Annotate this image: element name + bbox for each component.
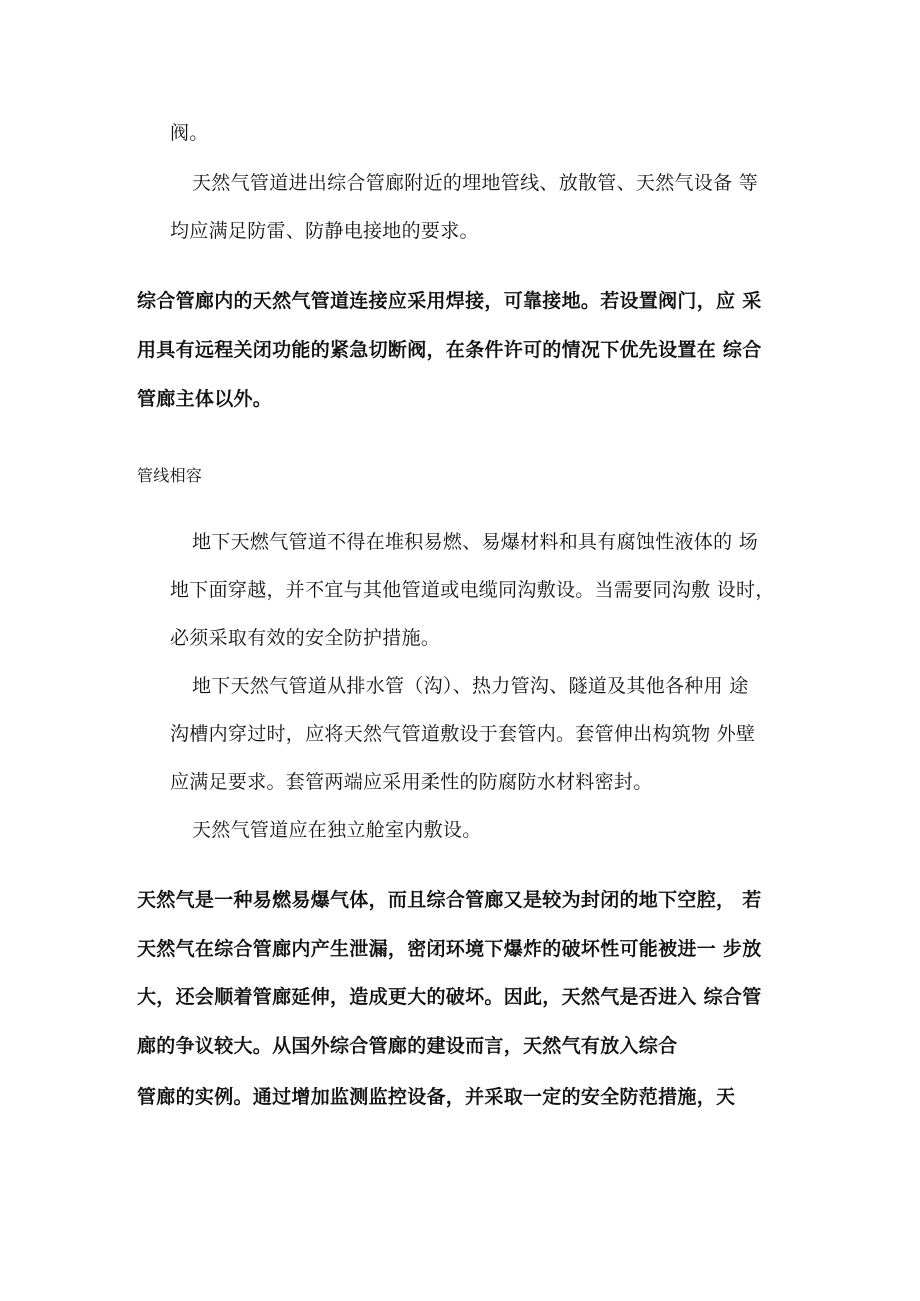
text-line: 地下面穿越，并不宜与其他管道或电缆同沟敷设。当需要同沟敷 设时， <box>170 579 775 601</box>
bold-text-line: 廊的争议较大。从国外综合管廊的建设而言，天然气有放入综合 <box>137 1035 678 1057</box>
text-line: 天然气管道进出综合管廊附近的埋地管线、放散管、天然气设备 等 <box>192 172 759 194</box>
bold-text-line: 管廊主体以外。 <box>137 388 273 410</box>
text-line: 沟槽内穿过时，应将天然气管道敷设于套管内。套管伸出构筑物 外壁 <box>170 723 756 745</box>
bold-text-line: 用具有远程关闭功能的紧急切断阀，在条件许可的情况下优先设置在 综合 <box>137 339 762 361</box>
text-line: 地下天燃气管道不得在堆积易燃、易爆材料和具有腐蚀性液体的 场 <box>192 531 759 553</box>
bold-text-line: 综合管廊内的天然气管道连接应采用焊接，可靠接地。若设置阀门，应 采 <box>137 290 762 312</box>
bold-text-line: 天然气是一种易燃易爆气体，而且综合管廊又是较为封闭的地下空腔， 若 <box>137 889 762 911</box>
text-line: 天然气管道应在独立舱室内敷设。 <box>192 819 482 841</box>
bold-text-line: 大，还会顺着管廊延伸，造成更大的破坏。因此，天然气是否进入 综合管 <box>137 986 762 1008</box>
text-line: 均应满足防雷、防静电接地的要求。 <box>170 220 479 242</box>
bold-text-line: 管廊的实例。通过增加监测监控设备，并采取一定的安全防范措施，天 <box>137 1086 736 1108</box>
section-heading: 管线相容 <box>137 466 203 485</box>
bold-text-line: 天然气在综合管廊内产生泄漏，密闭环境下爆炸的破坏性可能被进一 步放 <box>137 938 762 960</box>
text-line: 必须采取有效的安全防护措施。 <box>170 627 441 649</box>
text-line: 应满足要求。套管两端应采用柔性的防腐防水材料密封。 <box>170 771 653 793</box>
text-line: 地下天然气管道从排水管（沟）、热力管沟、隧道及其他各种用 途 <box>192 675 749 697</box>
text-line: 阀。 <box>170 122 209 144</box>
